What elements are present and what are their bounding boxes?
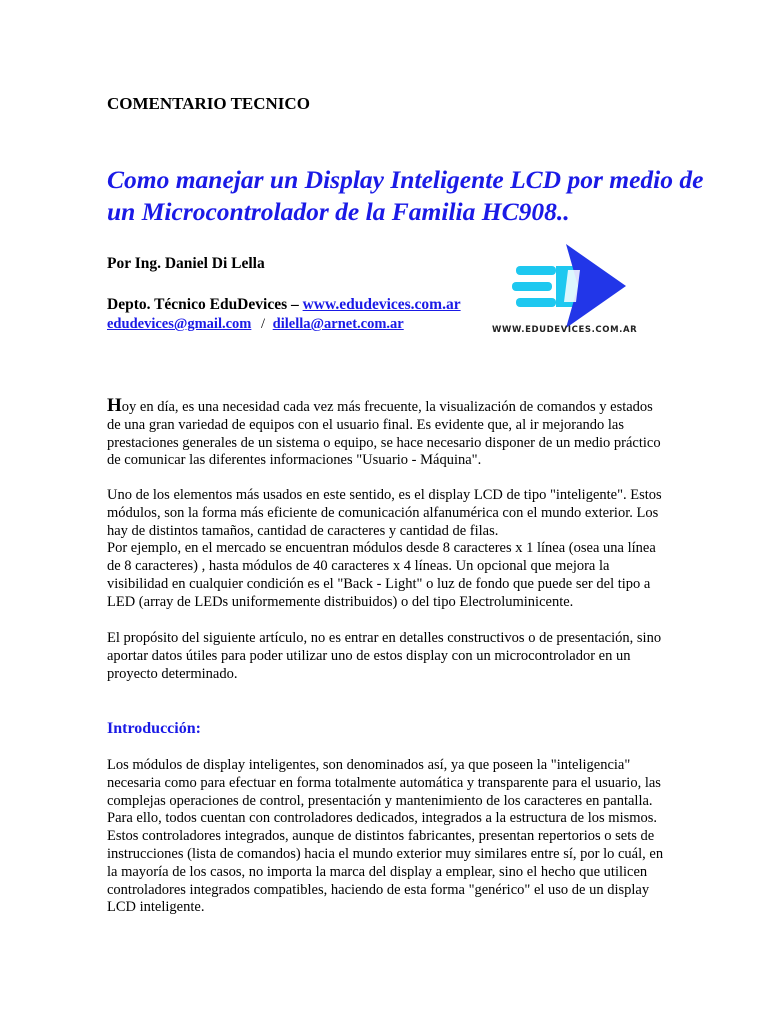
paragraph-1-first-letter: H	[107, 395, 122, 416]
paragraph-4: Los módulos de display inteligentes, son denominados así, ya que poseen la "inteligencia" necesaria como para efectuar en forma totalmente automática y transparente para el usuario, las complejas operaciones de control, presentación y mantenimiento de los caracteres en pantalla. Para ello, todos cuentan con controladores dedicados, integrados a la estructura de los mismos. Estos controladores integrados, aunque de distintos fabricantes, presentan repertorios o sets de instrucciones (lista de comandos) hacia el mundo exterior muy similares entre sí, por lo cuál, en la mayoría de los casos, no importa la marca del display a emplear, sino el hecho que utilicen controladores integrados compatibles, haciendo de esta forma "genérico" el uso de un display LCD inteligente.	[107, 757, 664, 916]
article-title: Como manejar un Display Inteligente LCD por medio de un Microcontrolador de la Familia HC908..	[107, 165, 704, 226]
paragraph-2b-text: Por ejemplo, en el mercado se encuentran módulos desde 8 caracteres x 1 línea (osea una línea de 8 caracteres) , hasta módulos de 40 caracteres x 4 líneas. Un opcional que mejora la visibilidad en cualquier condición es el "Back - Light" o luz de fondo que puede ser del tipo a LED (array de LEDs uniformemente distribuidos) o del tipo Electroluminicente.	[107, 540, 656, 610]
paragraph-2-text: Uno de los elementos más usados en este sentido, es el display LCD de tipo "inteligente". Estos módulos, son la forma más eficiente de comunicación alfanumérica con el mundo exterior. Los hay de distintos tamaños, cantidad de caracteres y cantidad de filas.	[107, 487, 662, 539]
paragraph-1-text: oy en día, es una necesidad cada vez más frecuente, la visualización de comandos y estados de una gran variedad de equipos con el usuario final. Es evidente que, al ir mejorando las prestaciones generales de un sistema o equipo, se hace necesario disponer de un medio práctico de comunicar las diferentes informaciones "Usuario - Máquina".	[107, 399, 661, 469]
introduction-heading: Introducción:	[107, 720, 201, 737]
edudevices-logo	[486, 240, 652, 336]
email-link-dilella[interactable]: dilella@arnet.com.ar	[272, 316, 404, 332]
logo-caption: WWW.EDUDEVICES.COM.AR	[492, 325, 638, 335]
section-label: COMENTARIO TECNICO	[107, 94, 310, 113]
email-line	[107, 316, 404, 333]
paragraph-3: El propósito del siguiente artículo, no es entrar en detalles constructivos o de presentación, sino aportar datos útiles para poder utilizar uno de estos display con un microcontrolador en un proyecto determinado.	[107, 630, 662, 682]
author-line: Por Ing. Daniel Di Lella	[107, 255, 265, 272]
logo-d-mark	[556, 244, 626, 328]
logo-e-mark	[512, 266, 556, 307]
email-link-edudevices[interactable]: edudevices@gmail.com	[107, 316, 252, 332]
paragraph-2	[107, 487, 667, 612]
department-line	[107, 296, 461, 314]
website-link[interactable]: www.edudevices.com.ar	[302, 296, 461, 313]
email-separator: /	[261, 316, 266, 332]
paragraph-1	[107, 397, 667, 470]
department-label: Depto. Técnico EduDevices –	[107, 296, 299, 313]
